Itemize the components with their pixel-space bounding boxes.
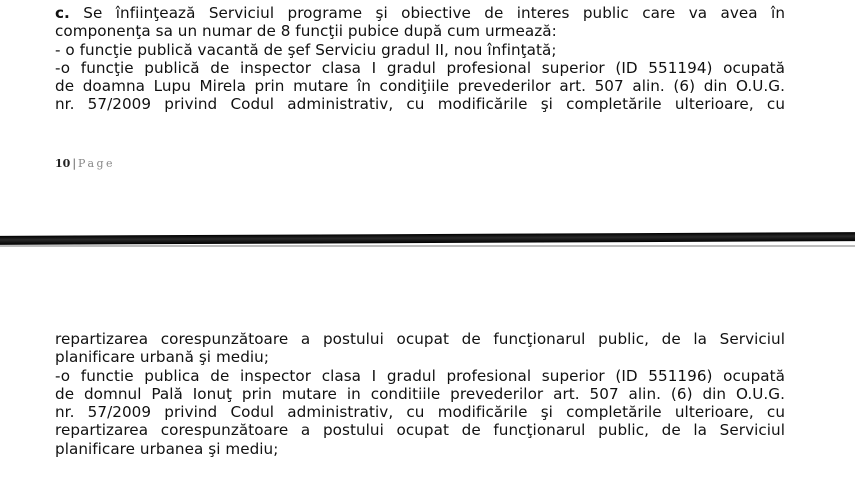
- section-letter: c.: [55, 4, 70, 22]
- line-text: Se înfiinţează Serviciul programe şi obiective de interes public care va avea în: [69, 4, 785, 22]
- document-page-top: [0, 0, 855, 228]
- paragraph-line-3: -o functie publica de inspector clasa I gradul profesional superior (ID 551196) ocupată: [55, 366, 785, 385]
- paragraph-line-7: planificare urbanea şi mediu;: [55, 439, 279, 458]
- page-break-thin-line: [0, 245, 855, 247]
- paragraph-line-5: nr. 57/2009 privind Codul administrativ, cu modificările şi completările ulterioare, cu: [55, 403, 785, 422]
- paragraph-line-3: - o funcţie publică vacantă de şef Serviciu gradul II, nou înfinţată;: [55, 40, 557, 59]
- page-label: Page: [78, 157, 116, 170]
- paragraph-line-2: componenţa sa un numar de 8 funcţii pubice după cum urmează:: [55, 22, 557, 41]
- paragraph-line-2: planificare urbană şi mediu;: [55, 348, 269, 367]
- page-break-thick-line: [0, 232, 855, 245]
- paragraph-line-6: repartizarea corespunzătoare a postului ocupat de funcţionarul public, de la Serviciul: [55, 421, 785, 440]
- paragraph-line-1: repartizarea corespunzătoare a postului ocupat de funcţionarul public, de la Serviciul: [55, 330, 785, 348]
- paragraph-line-1: [55, 4, 785, 22]
- footer-separator: |: [72, 157, 77, 170]
- page-footer: [55, 157, 115, 170]
- paragraph-line-5: de doamna Lupu Mirela prin mutare în condiţiile prevederilor art. 507 alin. (6) din O.U.G.: [55, 77, 785, 96]
- section-c-paragraph: [55, 4, 785, 114]
- page-number: 10: [55, 157, 71, 170]
- paragraph-line-4: -o funcţie publică de inspector clasa I gradul profesional superior (ID 551194) ocupată: [55, 58, 785, 77]
- paragraph-line-4: de domnul Pală Ionuţ prin mutare in conditiile prevederilor art. 507 alin. (6) din O.U.G.: [55, 384, 785, 403]
- paragraph-line-6: nr. 57/2009 privind Codul administrativ, cu modificările şi completările ulterioare, cu: [55, 95, 785, 114]
- continuation-paragraph: [55, 330, 785, 458]
- page-break-divider: [0, 228, 855, 250]
- document-page-bottom: [0, 250, 855, 482]
